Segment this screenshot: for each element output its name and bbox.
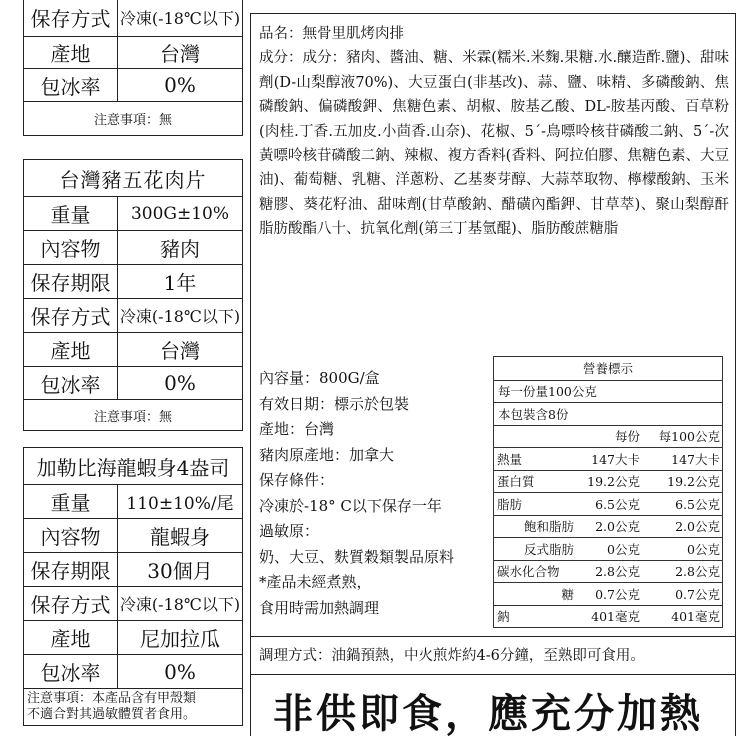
spec-value: 0% [164,371,196,395]
nutrition-row [494,537,722,560]
spec-value: 300G±10% [130,203,230,224]
spec-row-ice-rate [24,654,242,688]
product-card-pork-belly [23,159,243,431]
nutrient-per-100g: 147大卡 [671,451,720,467]
nutrition-row [494,582,722,605]
info-origin: 產地：台灣 [259,420,335,438]
spec-note: 注意事項：無 [93,409,172,425]
spec-note: 注意事項：無 [93,113,172,128]
info-storage-value: 冷凍於-18° C以下保存一年 [259,496,442,515]
nutrition-row [494,492,722,515]
info-storage-label: 保存條件： [259,471,335,489]
spec-value: 冷凍(-18℃以下) [119,307,241,326]
spec-value: 30個月 [147,559,213,583]
nutrient-name: 飽和脂肪 [523,519,574,535]
nutrition-table [493,356,723,628]
nutrient-per-100g: 2.0公克 [675,519,720,535]
nutrition-row [494,447,722,470]
spec-row-storage [24,586,242,620]
spec-label: 保存方式 [24,0,118,36]
spec-value: 尼加拉瓜 [140,627,220,651]
nutrient-name: 鈉 [497,609,510,625]
spec-value: 冷凍(-18℃以下) [119,595,241,614]
spec-row-note [24,688,242,724]
ingredients-block [259,22,729,242]
nutrition-serving [494,380,722,403]
nutrient-per-serving: 19.2公克 [587,474,640,490]
info-pork-origin: 豬肉原產地：加拿大 [259,445,395,464]
nutrient-per-100g: 2.8公克 [675,564,720,580]
nutrient-per-100g: 401毫克 [671,609,720,625]
nutrient-per-serving: 401毫克 [591,609,640,625]
nutrient-per-serving: 2.0公克 [595,519,640,535]
spec-label: 產地 [24,37,118,68]
warning-slogan: 非供即食，應充分加熱 [273,690,703,737]
spec-label: 內容物 [24,231,118,264]
info-allergen-label: 過敏原： [259,522,320,540]
product-card-lobster [23,447,243,726]
spec-value: 110±10%/尾 [126,494,234,514]
info-warning: *產品未經煮熟， [259,573,372,591]
product-detail-panel [250,13,736,736]
nutrient-per-100g: 19.2公克 [667,474,720,490]
nutrient-name: 糖 [561,586,574,602]
spec-value: 豬肉 [160,237,200,261]
product-title: 台灣豬五花肉片 [59,167,207,192]
info-allergen-value: 奶、大豆、麩質穀類製品原料 [259,547,455,566]
nutrition-servings [494,402,722,425]
spec-label: 包冰率 [24,655,118,688]
spec-row-origin [24,36,242,68]
divider [251,636,735,637]
spec-value: 台灣 [160,339,200,363]
col-per-serving: 每份 [614,429,640,445]
spec-row-storage [24,0,242,36]
spec-row-origin [24,332,242,366]
spec-value: 1年 [163,271,197,295]
info-volume: 內容量：800G/盒 [259,369,380,387]
nutrient-name: 反式脂肪 [523,541,574,557]
nutrient-per-serving: 2.8公克 [595,564,640,580]
info-expiry: 有效日期：標示於包裝 [259,394,410,413]
nutrient-name: 蛋白質 [497,474,535,490]
spec-row-shelf-life [24,264,242,298]
spec-label: 重量 [24,197,118,230]
nutrient-per-serving: 147大卡 [591,451,640,467]
spec-value: 龍蝦身 [150,525,210,549]
spec-value: 冷凍(-18℃以下) [119,9,241,28]
spec-note-line: 注意事項：本產品含有甲殼類 [27,690,197,706]
cooking-instructions: 調理方式：油鍋預熱，中火煎炸約4-6分鐘，至熟即可食用。 [259,648,645,664]
spec-row-weight [24,484,242,518]
spec-row-shelf-life [24,552,242,586]
spec-row-ice-rate [24,68,242,101]
nutrition-header [494,425,722,448]
servings-count: 本包裝含8份 [498,406,569,422]
spec-label: 保存期限 [24,553,118,586]
ingredients-text: 成分：成分：豬肉、醬油、糖、米霖(糯米.米麴.果糖.水.釀造酢.鹽)、甜味劑(D-山梨醇液70%)、大豆蛋白(非基改)、蒜、鹽、味精、多磷酸鈉、焦磷酸鈉、偏磷酸鉀、焦糖色素、胡椒、胺基乙酸、DL-胺基丙酸、百草粉(肉桂.丁香.五加皮.小茴香.山奈)、花椒、5´-鳥嘌呤核苷磷酸二鈉、5´-次黃嘌呤核苷磷酸二鈉、辣椒、複方香料(香料、阿拉伯膠、焦糖色素、大豆油)、葡萄糖、乳糖、洋蔥粉、乙基麥芽醇、大蒜萃取物、檸檬酸鈉、玉米糖膠、葵花籽油、甜味劑(甘草酸鈉、醋磺內酯鉀、甘草萃)、聚山梨醇酐脂肪酸酯八十、抗氧化劑(第三丁基氫醌)、脂肪酸蔗糖脂 [259,50,729,238]
spec-row-ice-rate [24,366,242,399]
nutrition-row [494,515,722,538]
nutrient-per-serving: 6.5公克 [595,496,640,512]
nutrient-per-serving: 0.7公克 [595,586,640,602]
spec-value: 0% [164,73,196,97]
spec-value: 台灣 [160,42,200,66]
nutrient-per-100g: 0公克 [687,541,720,557]
spec-row-note [24,101,242,135]
spec-row-weight [24,196,242,230]
nutrient-per-100g: 0.7公克 [675,586,720,602]
spec-note-line: 不適合對其過敏體質者食用。 [27,706,197,722]
product-card-partial [23,0,243,136]
spec-row-storage [24,298,242,332]
spec-row-origin [24,620,242,654]
spec-label: 保存方式 [24,299,118,332]
nutrition-row [494,470,722,493]
spec-label: 保存方式 [24,587,118,620]
info-warning: 食用時需加熱調理 [259,598,380,617]
spec-table [24,0,242,135]
nutrition-title-text: 營養標示 [582,361,633,377]
spec-row-content [24,230,242,264]
nutrition-title [494,357,722,380]
spec-row-note [24,399,242,430]
nutrient-name: 碳水化合物 [497,564,560,580]
spec-label: 保存期限 [24,265,118,298]
serving-size: 每一份量100公克 [498,384,597,400]
spec-row-content [24,518,242,552]
nutrition-row [494,560,722,583]
spec-label: 重量 [24,485,118,518]
nutrient-name: 脂肪 [497,496,523,512]
product-title: 加勒比海龍蝦身4盎司 [36,455,230,480]
divider [251,674,735,675]
spec-label: 包冰率 [24,367,118,399]
spec-label: 產地 [24,333,118,366]
product-name: 品名：無骨里肌烤肉排 [259,26,404,42]
nutrient-per-100g: 6.5公克 [675,496,720,512]
nutrient-per-serving: 0公克 [607,541,640,557]
spec-label: 包冰率 [24,69,118,101]
spec-label: 產地 [24,621,118,654]
spec-value: 0% [164,659,196,684]
card-title-row [24,448,242,484]
product-info [259,366,494,621]
nutrient-name: 熱量 [497,451,523,467]
card-title-row [24,160,242,196]
nutrition-row [494,605,722,628]
spec-label: 內容物 [24,519,118,552]
col-per-100g: 每100公克 [658,429,720,445]
